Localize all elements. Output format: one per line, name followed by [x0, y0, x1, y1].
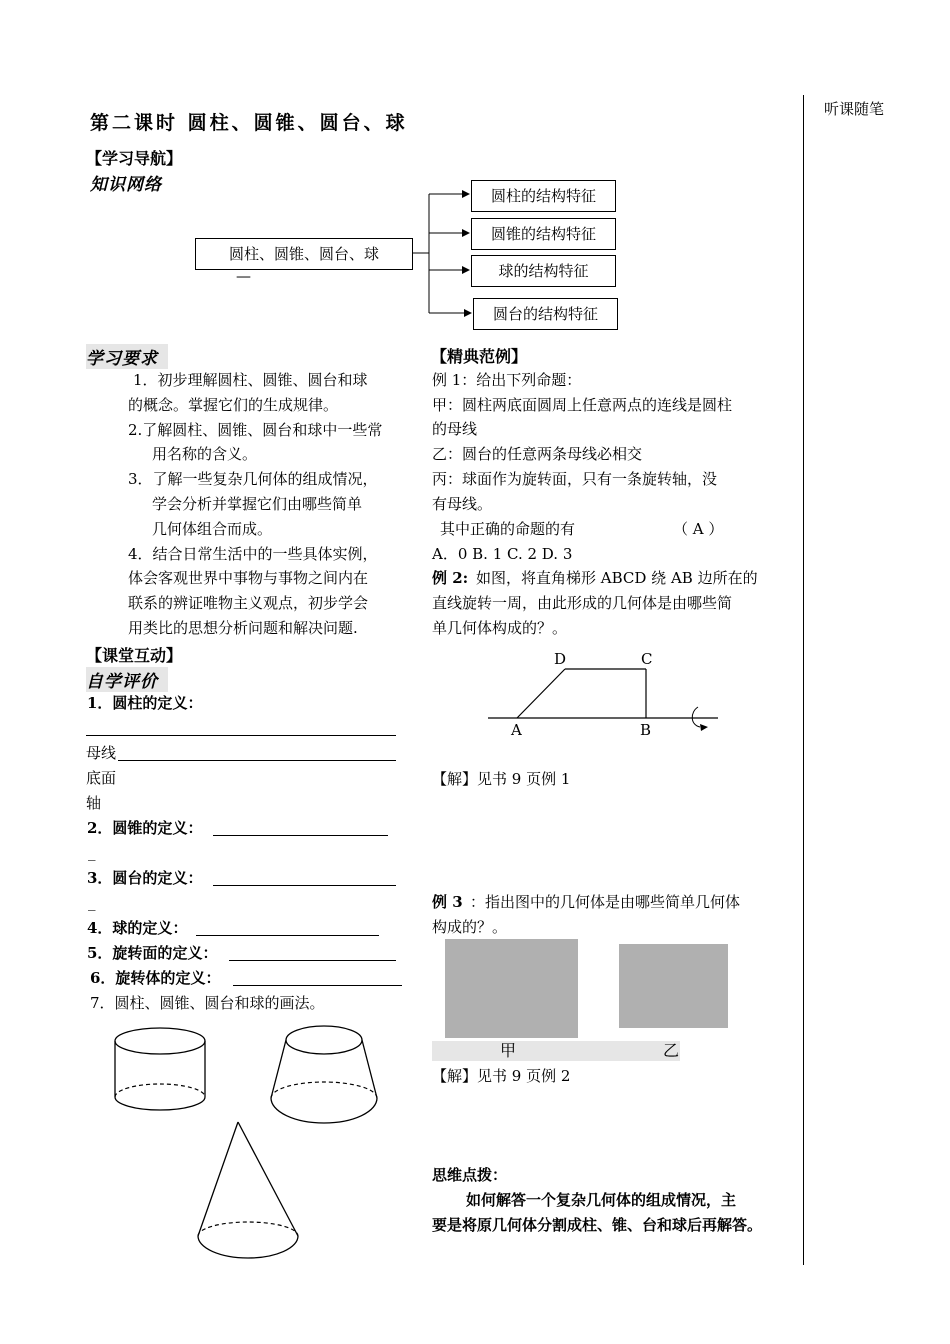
requirement-line: 2.了解圆柱、圆锥、圆台和球中一些常	[128, 421, 383, 439]
requirement-line: 体会客观世界中事物与事物之间内在	[128, 569, 369, 587]
example1-line: 例 1：给出下列命题：	[432, 371, 582, 389]
figure-caption-bar	[432, 1041, 680, 1061]
example2-line: 直线旋转一周，由此形成的几何体是由哪些简	[432, 594, 733, 612]
question-sphere-def: 4．球的定义：	[87, 919, 188, 937]
question-frustum-def: 3．圆台的定义：	[87, 869, 203, 887]
knowledge-net-heading: 知识网络	[90, 175, 162, 195]
requirement-line: 的概念。掌握它们的生成规律。	[128, 396, 339, 414]
tip-heading: 思维点拨：	[432, 1166, 508, 1184]
branch-label-frustum: 圆台的结构特征	[492, 305, 598, 323]
example1-line: 甲：圆柱两底面圆周上任意两点的连线是圆柱	[432, 396, 733, 414]
question-cone-def: 2．圆锥的定义：	[87, 819, 203, 837]
tip-line: 要是将原几何体分割成柱、锥、台和球后再解答。	[432, 1216, 763, 1234]
requirement-line: 学会分析并掌握它们由哪些简单	[152, 495, 363, 513]
base-label: 底面	[86, 769, 117, 787]
requirement-line: 用名称的含义。	[152, 445, 258, 463]
figure-caption-right: 乙	[663, 1041, 680, 1060]
example1-line: 的母线	[432, 420, 478, 438]
question-surface-def: 5．旋转面的定义：	[87, 944, 218, 962]
point-label-a: A	[511, 721, 522, 739]
nav-header: 【学习导航】	[86, 149, 183, 168]
example2-solution: 【解】见书 9 页例 1	[432, 770, 571, 788]
requirement-line: 1．初步理解圆柱、圆锥、圆台和球	[133, 371, 368, 389]
branch-label-cone: 圆锥的结构特征	[490, 225, 596, 243]
mother-line-label: 母线	[86, 744, 117, 762]
requirements-heading: 学习要求	[86, 344, 168, 369]
point-label-d: D	[554, 650, 567, 668]
requirement-line: 几何体组合而成。	[152, 520, 273, 538]
example3-line: 构成的？。	[432, 918, 508, 936]
example2-label: 例 2:	[432, 569, 469, 587]
self-eval-heading: 自学评价	[86, 667, 168, 692]
example2-line: 单几何体构成的？。	[432, 619, 568, 637]
example1-options: A．0 B. 1 C. 2 D. 3	[432, 545, 573, 563]
question-cone-tail: _	[88, 843, 96, 861]
requirement-line: 3．了解一些复杂几何体的组成情况，	[128, 470, 378, 488]
example1-line: 有母线。	[432, 495, 493, 513]
requirement-line: 联系的辨证唯物主义观点，初步学会	[128, 594, 369, 612]
question-drawing: 7．圆柱、圆锥、圆台和球的画法。	[90, 994, 325, 1012]
sidebar-label: 听课随笔	[824, 100, 885, 118]
question-solid-def: 6．旋转体的定义：	[90, 969, 221, 987]
page-title: 第二课时 圆柱、圆锥、圆台、球	[90, 112, 408, 134]
example3-solution: 【解】见书 9 页例 2	[432, 1067, 571, 1085]
knowledge-root-tail: —	[236, 267, 251, 285]
classroom-heading: 【课堂互动】	[86, 646, 183, 665]
branch-label-sphere: 球的结构特征	[498, 262, 589, 280]
figure-placeholder-right	[619, 944, 728, 1028]
point-label-c: C	[641, 650, 653, 668]
requirement-line: 4．结合日常生活中的一些具体实例，	[128, 545, 378, 563]
question-frustum-tail: _	[88, 893, 96, 911]
axis-label: 轴	[86, 794, 102, 812]
branch-label-cylinder: 圆柱的结构特征	[490, 187, 596, 205]
figure-placeholder-left	[445, 939, 578, 1038]
example3-line: ：指出图中的几何体是由哪些简单几何体	[470, 893, 741, 911]
tip-line: 如何解答一个复杂几何体的组成情况，主	[466, 1191, 737, 1209]
example1-answer: （ A ）	[673, 520, 724, 538]
example3-label: 例 3	[432, 893, 463, 911]
examples-heading: 【精典范例】	[431, 347, 528, 366]
point-label-b: B	[640, 721, 652, 739]
figure-caption-left: 甲	[500, 1041, 517, 1060]
example1-line: 乙：圆台的任意两条母线必相交	[432, 445, 643, 463]
requirement-line: 用类比的思想分析问题和解决问题.	[128, 619, 358, 637]
knowledge-root-label: 圆柱、圆锥、圆台、球	[228, 245, 379, 263]
question-cylinder-def: 1．圆柱的定义：	[87, 694, 203, 712]
example1-question: 其中正确的命题的有	[440, 520, 576, 538]
example2-line: 如图，将直角梯形 ABCD 绕 AB 边所在的	[476, 569, 758, 587]
example1-line: 丙：球面作为旋转面，只有一条旋转轴，没	[432, 470, 718, 488]
